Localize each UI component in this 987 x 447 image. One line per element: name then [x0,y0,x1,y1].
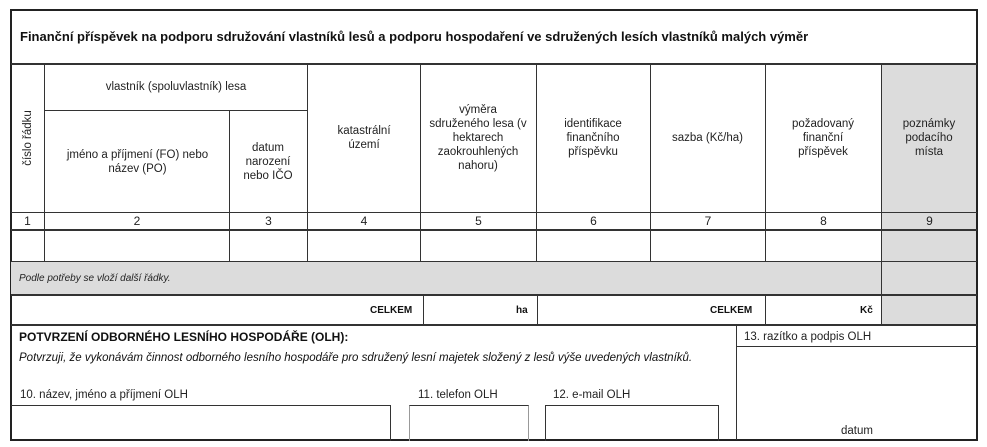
col-number: 7 [704,214,712,228]
olh-phone-field[interactable] [409,405,529,441]
col-number: 2 [133,214,141,228]
data-row-cell-identification[interactable] [537,231,650,261]
total-amount-unit: Kč [860,305,873,316]
data-row-cell-area[interactable] [421,231,536,261]
confirmation-heading: POTVRZENÍ ODBORNÉHO LESNÍHO HOSPODÁŘE (OLH): [19,330,349,344]
olh-name-field[interactable] [11,405,391,441]
signature-date-label: datum [841,425,873,437]
data-row-cell-row-number[interactable] [12,231,44,261]
col-header-birth-date: datum narození nebo IČO [243,141,293,182]
total-amount-field[interactable] [766,296,856,324]
total-area-label: CELKEM [370,305,413,316]
confirmation-statement: Potvrzuji, že vykonávám činnost odborného lesního hospodáře pro sdružený lesní majetek složený z lesů výše uvedených vlastníků. [19,352,693,364]
total-area-unit: ha [516,305,528,316]
data-row-cell-rate[interactable] [651,231,765,261]
data-row-cell-cadastral[interactable] [308,231,420,261]
col-number: 8 [820,214,827,228]
field-10-label: 10. název, jméno a příjmení OLH [20,389,188,401]
data-row-cell-name[interactable] [45,231,229,261]
col-number: 6 [590,214,597,228]
col-header-cadastral: katastrální území [337,125,391,151]
field-11-label: 11. telefon OLH [418,389,498,401]
col-number: 4 [360,214,368,228]
col-number: 1 [24,214,31,228]
more-rows-note: Podle potřeby se vloží další řádky. [19,273,171,284]
col-header-name: jméno a příjmení (FO) nebo název (PO) [66,148,209,175]
col-header-row-number: číslo řádku [21,110,34,166]
olh-email-field[interactable] [545,405,719,441]
total-amount-label: CELKEM [710,305,753,316]
col-number: 3 [265,214,272,228]
form-title: Finanční příspěvek na podporu sdružování vlastníků lesů a podporu hospodaření ve sdružených lesích vlastníků malých výměr [20,29,809,44]
field-12-label: 12. e-mail OLH [553,389,631,401]
field-13-label: 13. razítko a podpis OLH [744,331,872,343]
col-header-notes: poznámky podacího místa [902,118,956,158]
col-header-requested: požadovaný finanční příspěvek [791,118,855,158]
data-row-cell-requested[interactable] [766,231,881,261]
col-header-identification: identifikace finančního příspěvku [564,118,622,158]
data-row-cell-birth-date[interactable] [230,231,307,261]
total-area-field[interactable] [424,296,512,324]
col-header-area: výměra sdruženého lesa (v hektarech zaokrouhlených nahoru) [429,104,527,172]
col-number: 9 [926,214,933,228]
col-number: 5 [475,214,482,228]
col-header-owner-group: vlastník (spoluvlastník) lesa [105,81,247,93]
col-header-rate: sazba (Kč/ha) [672,132,743,144]
